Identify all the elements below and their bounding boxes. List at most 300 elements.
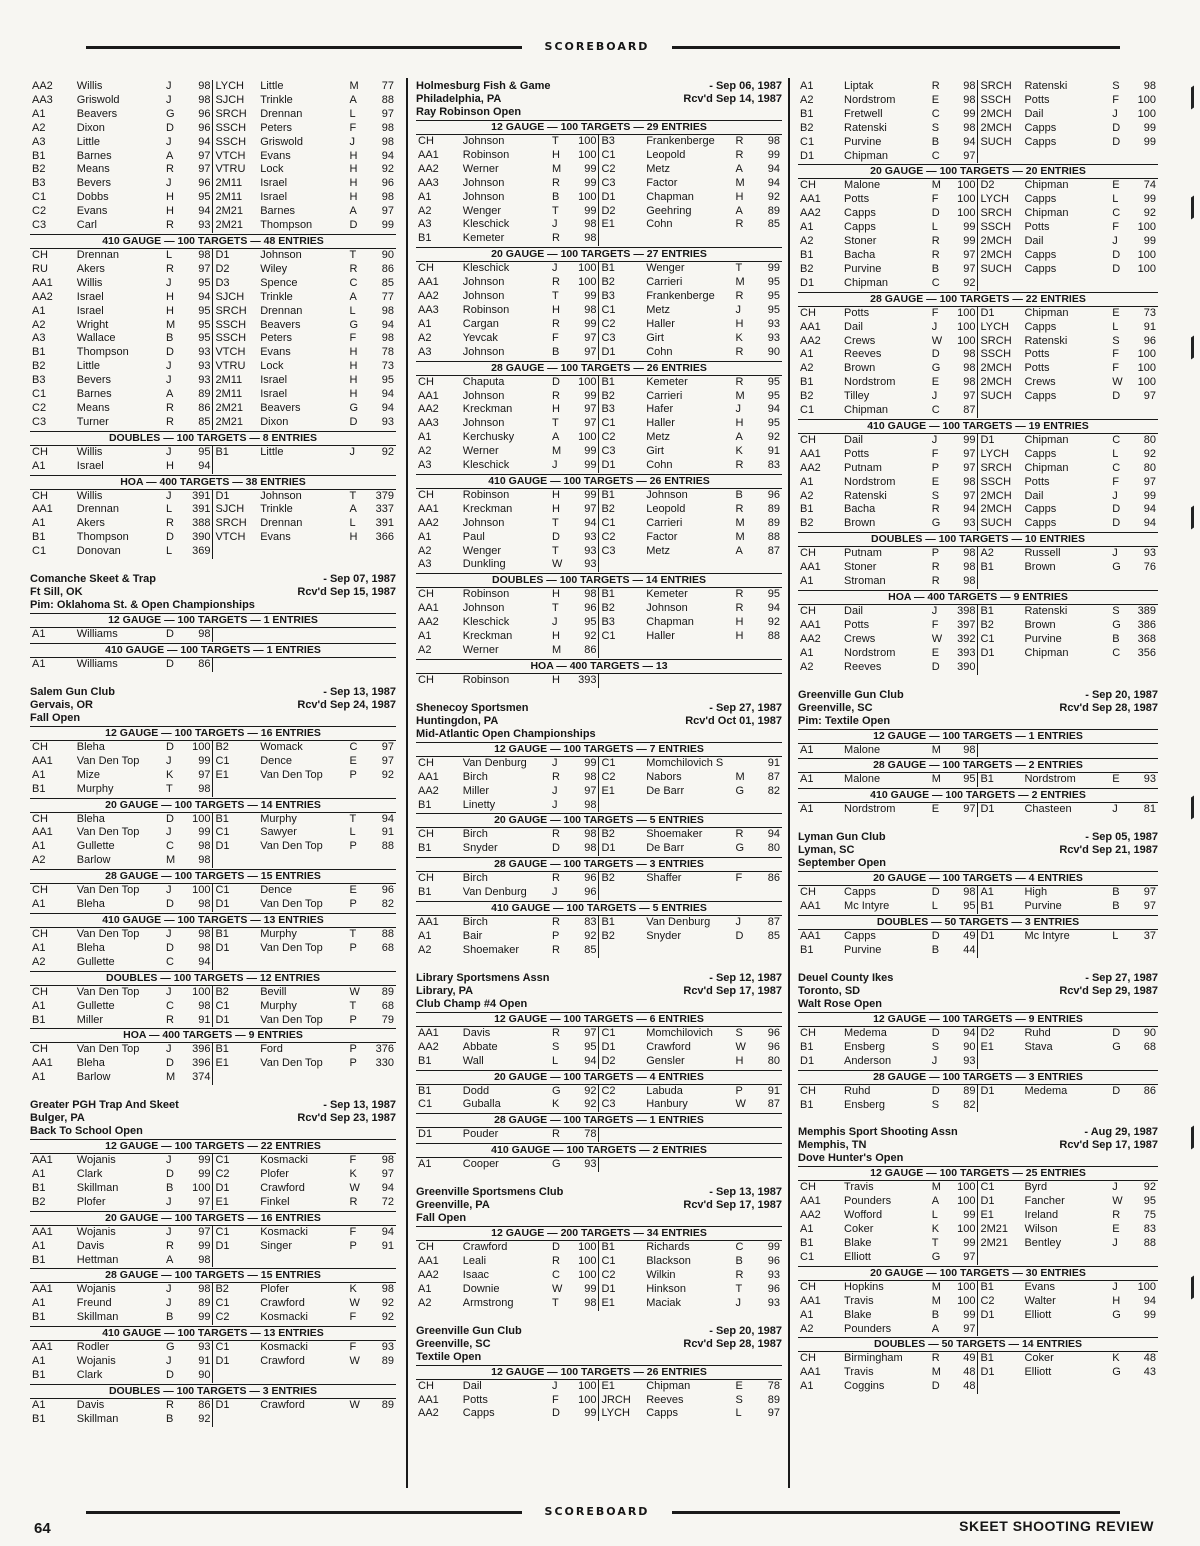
result-row [30, 1399, 396, 1413]
shooter-name: Trinkle [260, 290, 293, 303]
score-cell: 83 [767, 459, 780, 472]
class-cell: SSCH [978, 94, 1023, 108]
initial-cell: A [735, 544, 743, 557]
class-cell: CH [32, 985, 48, 998]
score-cell: 97 [963, 447, 976, 460]
event-header: 20 GAUGE — 100 TARGETS — 4 ENTRIES [798, 871, 1158, 886]
shooter-name: Wiley [260, 262, 288, 275]
initial-cell: R [552, 1026, 560, 1039]
score-cell: 100 [1137, 248, 1156, 261]
shooter-name: Werner [462, 162, 499, 175]
shooter-name: Van Den Top [76, 826, 140, 839]
score-cell: 92 [1143, 207, 1156, 220]
class-cell [978, 744, 1023, 758]
score-cell: 98 [584, 588, 597, 601]
result-row [30, 769, 396, 783]
shooter-name: Cohn [646, 218, 673, 231]
initial-cell: J [1112, 107, 1118, 120]
shooter-name: Cohn [646, 459, 673, 472]
binding-mark [1181, 505, 1194, 536]
results-table [416, 757, 782, 813]
initial-cell: P [931, 461, 940, 474]
score-cell: 94 [1143, 1294, 1156, 1307]
shooter-name: Werner [462, 644, 499, 656]
class-cell: C1 [800, 1250, 815, 1263]
score-cell: 92 [963, 276, 976, 289]
shoot-date: - Sep 12, 1987 [709, 971, 782, 984]
score-cell: 90 [963, 1040, 976, 1053]
class-cell: SJCH [213, 291, 258, 305]
club-info: Library, PA [416, 984, 474, 997]
initial-cell: G [735, 784, 745, 797]
class-cell: D1 [800, 1054, 815, 1067]
initial-cell: B [735, 1255, 743, 1268]
shooter-name: Reeves [844, 660, 882, 673]
class-cell: SRCH [213, 517, 258, 531]
score-cell: 96 [198, 107, 211, 120]
score-cell: 100 [957, 320, 976, 333]
score-cell: 73 [381, 360, 394, 373]
initial-cell: R [735, 290, 744, 303]
score-cell: 99 [1143, 489, 1156, 502]
footer-rule-left [86, 1511, 522, 1514]
shooter-name: Robinson [462, 673, 510, 686]
initial-cell: T [166, 782, 173, 795]
class-cell: AA2 [418, 1407, 439, 1420]
shooter-name [644, 799, 733, 813]
club-header [30, 573, 396, 612]
initial-cell: L [1112, 930, 1119, 943]
class-cell: AA3 [418, 303, 439, 316]
shooter-name: Kosmacki [260, 1225, 308, 1238]
club-info: Bulger, PA [30, 1112, 85, 1125]
event-header: 410 GAUGE — 100 TARGETS — 19 ENTRIES [798, 419, 1158, 434]
result-row [30, 755, 396, 769]
score-cell: 90 [381, 248, 394, 261]
score-cell: 97 [584, 502, 597, 515]
class-cell: C1 [599, 304, 644, 318]
result-row [798, 207, 1158, 221]
club-header [30, 1099, 396, 1138]
club-header [798, 1126, 1158, 1165]
score-cell: 48 [963, 1366, 976, 1379]
initial-cell: J [166, 1355, 172, 1368]
score-cell: 99 [584, 204, 597, 217]
initial-cell [347, 854, 364, 868]
class-cell: AA2 [800, 1209, 821, 1222]
initial-cell: R [931, 1352, 940, 1365]
score-cell: 87 [767, 770, 780, 783]
initial-cell: M [735, 176, 745, 189]
class-cell: B1 [418, 798, 432, 811]
score-cell: 87 [767, 544, 780, 557]
event-header: 28 GAUGE — 100 TARGETS — 3 ENTRIES [798, 1070, 1158, 1085]
initial-cell: R [166, 1239, 174, 1252]
club-header-line [798, 857, 1158, 870]
initial-cell: D [349, 415, 358, 428]
initial-cell [733, 232, 750, 246]
shooter-name: Wright [76, 318, 109, 331]
shooter-name: Bleha [76, 1057, 105, 1070]
class-cell: E1 [599, 785, 644, 799]
score-cell [1127, 277, 1158, 291]
shooter-name: Bacha [844, 248, 876, 261]
initial-cell: R [552, 317, 560, 330]
score-cell: 99 [584, 389, 597, 402]
initial-cell: J [166, 1283, 172, 1296]
initial-cell: S [1112, 334, 1120, 347]
initial-cell: C [1112, 433, 1121, 446]
result-row [30, 1283, 396, 1297]
score-cell: 93 [963, 517, 976, 530]
shoot-date: - Sep 13, 1987 [323, 685, 396, 698]
shoot-date: - Sep 27, 1987 [709, 701, 782, 714]
initial-cell: T [552, 1296, 559, 1309]
class-cell: A2 [800, 660, 814, 673]
shooter-name: Hinkson [646, 1282, 686, 1295]
club-info: Greenville, SC [798, 701, 873, 714]
initial-cell: R [735, 148, 744, 161]
score-cell: 98 [963, 376, 976, 389]
score-cell: 99 [963, 1308, 976, 1321]
shooter-name: Coggins [844, 1380, 885, 1393]
initial-cell: R [166, 163, 174, 176]
initial-cell: B [166, 332, 174, 345]
initial-cell: G [1112, 1308, 1121, 1321]
initial-cell: R [349, 1195, 358, 1208]
score-cell: 87 [767, 1098, 780, 1111]
class-cell: B2 [32, 1195, 46, 1208]
shooter-name: Johnson [462, 276, 505, 289]
initial-cell: H [166, 290, 174, 303]
initial-cell: W [735, 1040, 746, 1053]
score-cell: 77 [381, 80, 394, 92]
initial-cell: F [931, 618, 939, 631]
result-row [798, 448, 1158, 462]
score-cell: 98 [584, 798, 597, 811]
shooter-name [644, 1158, 733, 1172]
score-cell: 94 [767, 176, 780, 189]
result-row [30, 205, 396, 219]
score-cell: 99 [198, 754, 211, 767]
initial-cell: W [931, 334, 943, 347]
score-cell [751, 1158, 782, 1172]
class-cell [599, 558, 644, 572]
score-cell: 97 [584, 331, 597, 344]
club-header [798, 689, 1158, 728]
club-header-line [30, 586, 396, 599]
shoot-result-block [798, 972, 1158, 1113]
class-cell: B2 [978, 619, 1023, 633]
club-header-line [416, 1186, 782, 1199]
shooter-name: Russell [1024, 547, 1061, 560]
score-cell: 86 [381, 262, 394, 275]
class-cell: C3 [599, 1098, 644, 1112]
shooter-name: Kleschick [462, 262, 510, 275]
event-header: 20 GAUGE — 100 TARGETS — 14 ENTRIES [30, 798, 396, 813]
shooter-name: Blake [844, 1308, 872, 1321]
club-info: Textile Open [416, 1350, 482, 1363]
class-cell: CH [32, 248, 48, 261]
score-cell: 98 [584, 1296, 597, 1309]
score-cell [1127, 150, 1158, 164]
results-table [798, 179, 1158, 290]
result-row [798, 944, 1158, 958]
shooter-name: Yevcak [462, 331, 498, 344]
column-divider [406, 78, 408, 1488]
club-info: Memphis Sport Shooting Assn [798, 1126, 958, 1139]
class-cell: A1 [418, 630, 432, 643]
initial-cell: R [735, 588, 744, 601]
shooter-name: Kreckman [462, 502, 513, 515]
class-cell [599, 799, 644, 813]
class-cell: A1 [800, 803, 814, 816]
shooter-name: Shoemaker [462, 943, 520, 956]
score-cell: 97 [198, 1195, 211, 1208]
initial-cell: G [1112, 561, 1121, 574]
shoot-result-block [798, 689, 1158, 818]
initial-cell: L [349, 826, 356, 839]
score-cell: 98 [198, 782, 211, 795]
initial-cell: L [931, 221, 938, 234]
result-row [30, 986, 396, 1000]
initial-cell: J [349, 445, 355, 458]
shooter-name: Blake [844, 1237, 872, 1250]
score-cell: 98 [198, 898, 211, 911]
class-cell: CH [418, 673, 434, 686]
score-cell: 398 [957, 605, 976, 617]
score-cell: 94 [381, 149, 394, 162]
club-header-line [416, 985, 782, 998]
shoot-result-block [798, 1126, 1158, 1394]
result-row [416, 944, 782, 958]
result-row [416, 1394, 782, 1408]
shooter-name: Little [76, 360, 101, 373]
initial-cell: F [349, 1225, 357, 1238]
shooter-name: Johnson [462, 417, 505, 430]
initial-cell: E [931, 803, 940, 816]
score-cell: 98 [198, 1283, 211, 1296]
score-cell [1127, 1380, 1158, 1394]
class-cell [978, 1323, 1023, 1337]
initial-cell: G [931, 517, 941, 530]
shooter-name: Chipman [1024, 207, 1069, 220]
class-cell: CH [418, 135, 434, 147]
initial-cell: R [552, 828, 560, 841]
shooter-name: Van Den Top [76, 927, 140, 940]
shooter-name: Medema [1024, 1084, 1068, 1097]
initial-cell: E [349, 884, 357, 897]
results-column-2 [416, 80, 782, 1435]
class-cell: A3 [418, 345, 432, 358]
score-cell: 99 [584, 162, 597, 175]
club-header-line [416, 1199, 782, 1212]
score-cell: 98 [584, 218, 597, 231]
class-cell: D1 [213, 249, 258, 263]
initial-cell: D [166, 740, 174, 753]
result-row [30, 319, 396, 333]
shoot-date: Rcv'd Sep 17, 1987 [1059, 1139, 1158, 1152]
shooter-name: Tilley [844, 390, 870, 403]
class-cell: CH [418, 828, 434, 841]
result-row [798, 404, 1158, 418]
magazine-name: SKEET SHOOTING REVIEW [959, 1518, 1154, 1534]
result-row [416, 771, 782, 785]
shooter-name: Bleha [76, 812, 105, 825]
result-row [30, 956, 396, 970]
initial-cell: A [166, 149, 174, 162]
class-cell: AA2 [418, 162, 439, 175]
score-cell: 96 [584, 886, 597, 899]
shooter-name: Leopold [646, 502, 686, 515]
initial-cell: C [166, 999, 174, 1012]
shooter-name [258, 628, 347, 642]
score-cell: 98 [584, 770, 597, 783]
initial-cell [1110, 744, 1127, 758]
class-cell: AA1 [418, 1255, 439, 1268]
shooter-name: Chipman [1024, 646, 1069, 659]
shooter-name: Dence [260, 884, 292, 897]
class-cell: CH [800, 1181, 816, 1194]
score-cell: 389 [1137, 605, 1156, 617]
event-header: 12 GAUGE — 200 TARGETS — 34 ENTRIES [416, 1226, 782, 1241]
shoot-result-block [798, 80, 1158, 675]
result-row [416, 545, 782, 559]
score-cell: 97 [381, 205, 394, 218]
initial-cell: E [349, 754, 357, 767]
class-cell: AA1 [32, 1283, 53, 1296]
event-header: 12 GAUGE — 100 TARGETS — 22 ENTRIES [30, 1139, 396, 1154]
score-cell: 97 [1143, 390, 1156, 403]
shooter-name: Haller [646, 317, 675, 330]
initial-cell: F [1112, 475, 1119, 488]
class-cell: CH [800, 605, 816, 617]
initial-cell: R [166, 1398, 174, 1411]
initial-cell: T [552, 417, 559, 430]
shooter-name: Travis [844, 1366, 874, 1379]
score-cell: 98 [198, 93, 211, 106]
club-header-line [416, 106, 782, 119]
shooter-name: Johnson [462, 176, 505, 189]
score-cell: 80 [1143, 433, 1156, 446]
initial-cell: E [1112, 306, 1120, 319]
score-cell: 94 [767, 602, 780, 615]
class-cell: B3 [599, 135, 644, 149]
shooter-name: Davis [76, 1398, 105, 1411]
initial-cell: H [552, 673, 560, 686]
shooter-name: Werner [462, 445, 499, 458]
score-cell: 94 [584, 1054, 597, 1067]
shooter-name: Van Den Top [260, 840, 323, 853]
result-row [416, 1297, 782, 1311]
class-cell: SRCH [213, 305, 258, 319]
class-cell: C1 [213, 1226, 258, 1240]
initial-cell [1110, 1251, 1127, 1265]
footer-rule-right [672, 1511, 1120, 1514]
score-cell: 97 [198, 262, 211, 275]
score-cell: 93 [198, 346, 211, 359]
class-cell: AA2 [418, 784, 439, 797]
shooter-name: Metz [646, 162, 671, 175]
score-cell: 100 [957, 179, 976, 192]
shooter-name: Blackson [646, 1255, 691, 1268]
score-cell: 99 [963, 107, 976, 120]
initial-cell: R [931, 561, 940, 574]
score-cell: 93 [767, 1268, 780, 1281]
initial-cell: F [1112, 93, 1119, 106]
initial-cell: R [552, 943, 560, 956]
class-cell: A1 [32, 1355, 46, 1368]
shooter-name [258, 956, 347, 970]
initial-cell: D [931, 207, 940, 220]
score-cell: 93 [1143, 547, 1156, 560]
event-header: 410 GAUGE — 100 TARGETS — 1 ENTRIES [30, 643, 396, 658]
class-cell: AA2 [418, 1040, 439, 1053]
result-row [30, 136, 396, 150]
initial-cell: G [735, 842, 745, 855]
initial-cell: K [735, 331, 743, 344]
score-cell: 80 [1143, 461, 1156, 474]
class-cell: A1 [32, 304, 46, 317]
class-cell: A1 [800, 221, 814, 234]
initial-cell: S [735, 1026, 743, 1039]
shooter-name: Israel [260, 374, 288, 387]
initial-cell: J [931, 605, 938, 617]
initial-cell: M [931, 773, 941, 786]
initial-cell: B [1112, 900, 1120, 913]
result-row [30, 219, 396, 233]
result-row [30, 346, 396, 360]
initial-cell: J [552, 886, 558, 899]
shooter-name: Israel [76, 304, 104, 317]
score-cell: 92 [381, 768, 394, 781]
shooter-name: Malone [844, 773, 881, 786]
shooter-name: Johnson [462, 345, 505, 358]
class-cell: VTRU [213, 163, 258, 177]
class-cell [978, 575, 1023, 589]
shooter-name: Little [76, 135, 101, 148]
shoot-result-block [416, 972, 782, 1172]
initial-cell: E [1112, 179, 1120, 192]
shooter-name: Leopold [646, 148, 686, 161]
club-info: Greenville Gun Club [416, 1324, 522, 1337]
initial-cell: A [166, 1253, 174, 1266]
score-cell: 97 [963, 1322, 976, 1335]
class-cell [978, 1251, 1023, 1265]
score-cell: 390 [957, 660, 976, 673]
result-row [416, 318, 782, 332]
score-cell: 97 [963, 1250, 976, 1263]
shooter-name: Barnes [260, 205, 296, 218]
class-cell: SSCH [213, 319, 258, 333]
class-cell: D1 [213, 1355, 258, 1369]
results-table [30, 1154, 396, 1210]
header-rule-left [86, 46, 522, 49]
score-cell: 99 [584, 317, 597, 330]
shoot-date: - Sep 13, 1987 [709, 1186, 782, 1199]
shooter-name: Potts [844, 447, 870, 460]
shooter-name: Girt [646, 445, 664, 458]
initial-cell: A [931, 1195, 940, 1208]
score-cell: 94 [767, 403, 780, 416]
class-cell: A1 [32, 628, 46, 641]
class-cell: B1 [599, 916, 644, 930]
class-cell: SUCH [978, 136, 1023, 150]
initial-cell: C [552, 1268, 560, 1281]
initial-cell: S [1112, 605, 1120, 617]
results-table [30, 490, 396, 560]
initial-cell: L [1112, 193, 1119, 206]
